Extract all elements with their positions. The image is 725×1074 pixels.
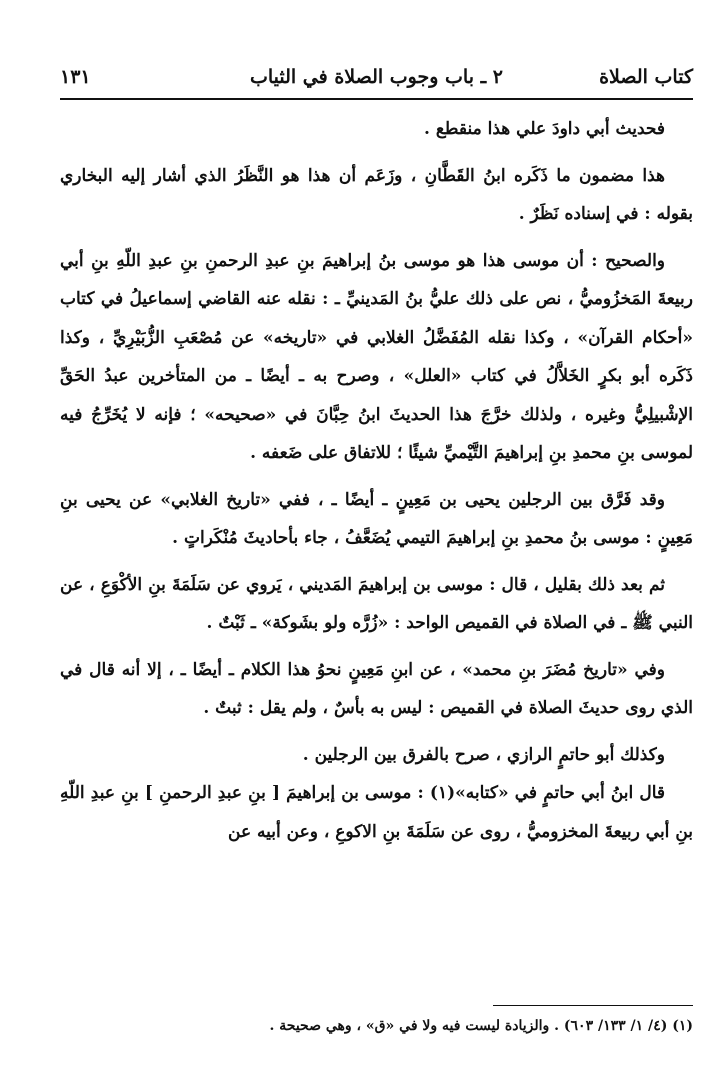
running-header	[60, 62, 693, 100]
footnote: (١) (٤/ ١/ ١٣٣/ ٦٠٣) . والزيادة ليست فيه ولا في «ق» ، وهي صحيحة .	[269, 1018, 693, 1034]
paragraph-6: وفي «تاريخ مُضَرَ بنِ محمد» ، عن ابنِ مَعِينٍ نحوُ هذا الكلام ـ أيضًا ـ ، إلا أنه قال في الذي روى حديثَ الصلاة في القميص : ليس به بأسٌ ، ولم يقل : ثبتٌ .	[60, 659, 693, 718]
page-number: ١٣١	[60, 66, 91, 88]
book-title: كتاب الصلاة	[599, 66, 693, 88]
body-text	[60, 110, 693, 851]
paragraph-2: هذا مضمون ما ذَكَره ابنُ القَطَّانِ ، وزَعَم أن هذا هو النَّظَرُ الذي أشار إليه البخاري بقوله : في إسناده نَظَرٌ .	[60, 165, 693, 224]
footnote-rule	[493, 1005, 693, 1006]
paragraph-7: وكذلك أبو حاتمٍ الرازي ، صرح بالفرق بين الرجلين .	[302, 744, 665, 765]
chapter-title: ٢ ـ باب وجوب الصلاة في الثياب	[249, 66, 504, 88]
paragraph-8: قال ابنُ أبي حاتمٍ في «كتابه»(١) : موسى بن إبراهيمَ [ بنِ عبدِ الرحمنِ ] بنِ عبدِ اللّهِ بنِ أبي ربيعةَ المخزوميُّ ، روى عن سَلَمَةَ بنِ الاكوعِ ، وعن أبيه عن	[60, 783, 693, 842]
paragraph-1: فحديث أبي داودَ علي هذا منقطع .	[424, 119, 665, 139]
paragraph-3: والصحيح : أن موسى هذا هو موسى بنُ إبراهيمَ بنِ عبدِ الرحمنِ بنِ عبدِ اللّهِ بنِ أبي ربيعةَ المَخزُوميُّ ، نص على ذلك عليُّ بنُ المَدينيِّ ـ : نقله عنه القاضي إسماعيلُ في كتاب «أحكام القرآن» ، وكذا نقله المُفَضَّلُ الغلابي في «تاريخه» عن مُصْعَبِ الزُّبَيْرِيِّ ، وكذا ذَكَره أبو بكرٍ الخَلاَّلُ في كتاب «العلل» ، وصرح به ـ أيضًا ـ من المتأخرين عبدُ الحَقِّ الإشْبيلِيُّ وغيره ، ولذلك خرَّجَ هذا الحديثَ ابنُ حِبَّانَ في «صحيحه» ؛ فإنه لا يُخَرِّجُ فيه لموسى بنِ محمدِ بنِ إبراهيمَ التَّيْميِّ شيئًا ؛ للاتفاق على ضَعفه .	[60, 250, 693, 463]
paragraph-5: ثم بعد ذلك بقليل ، قال : موسى بن إبراهيمَ المَديني ، يَروي عن سَلَمَةَ بنِ الأكْوَعِ ، عن النبي ﷺ ـ في الصلاة في القميص الواحد : «زُرَّه ولو بشَوكة» ـ ثَبْتٌ .	[60, 574, 693, 633]
header-rule	[60, 98, 693, 100]
paragraph-4: وقد فَرَّق بين الرجلين يحيى بن مَعِينٍ ـ أيضًا ـ ، ففي «تاريخ الغلابي» عن يحيى بنِ مَعِينٍ : موسى بنُ محمدِ بنِ إبراهيمَ التيمي يُضَعَّفُ ، جاء بأحاديثَ مُنْكَراتٍ .	[60, 489, 693, 548]
